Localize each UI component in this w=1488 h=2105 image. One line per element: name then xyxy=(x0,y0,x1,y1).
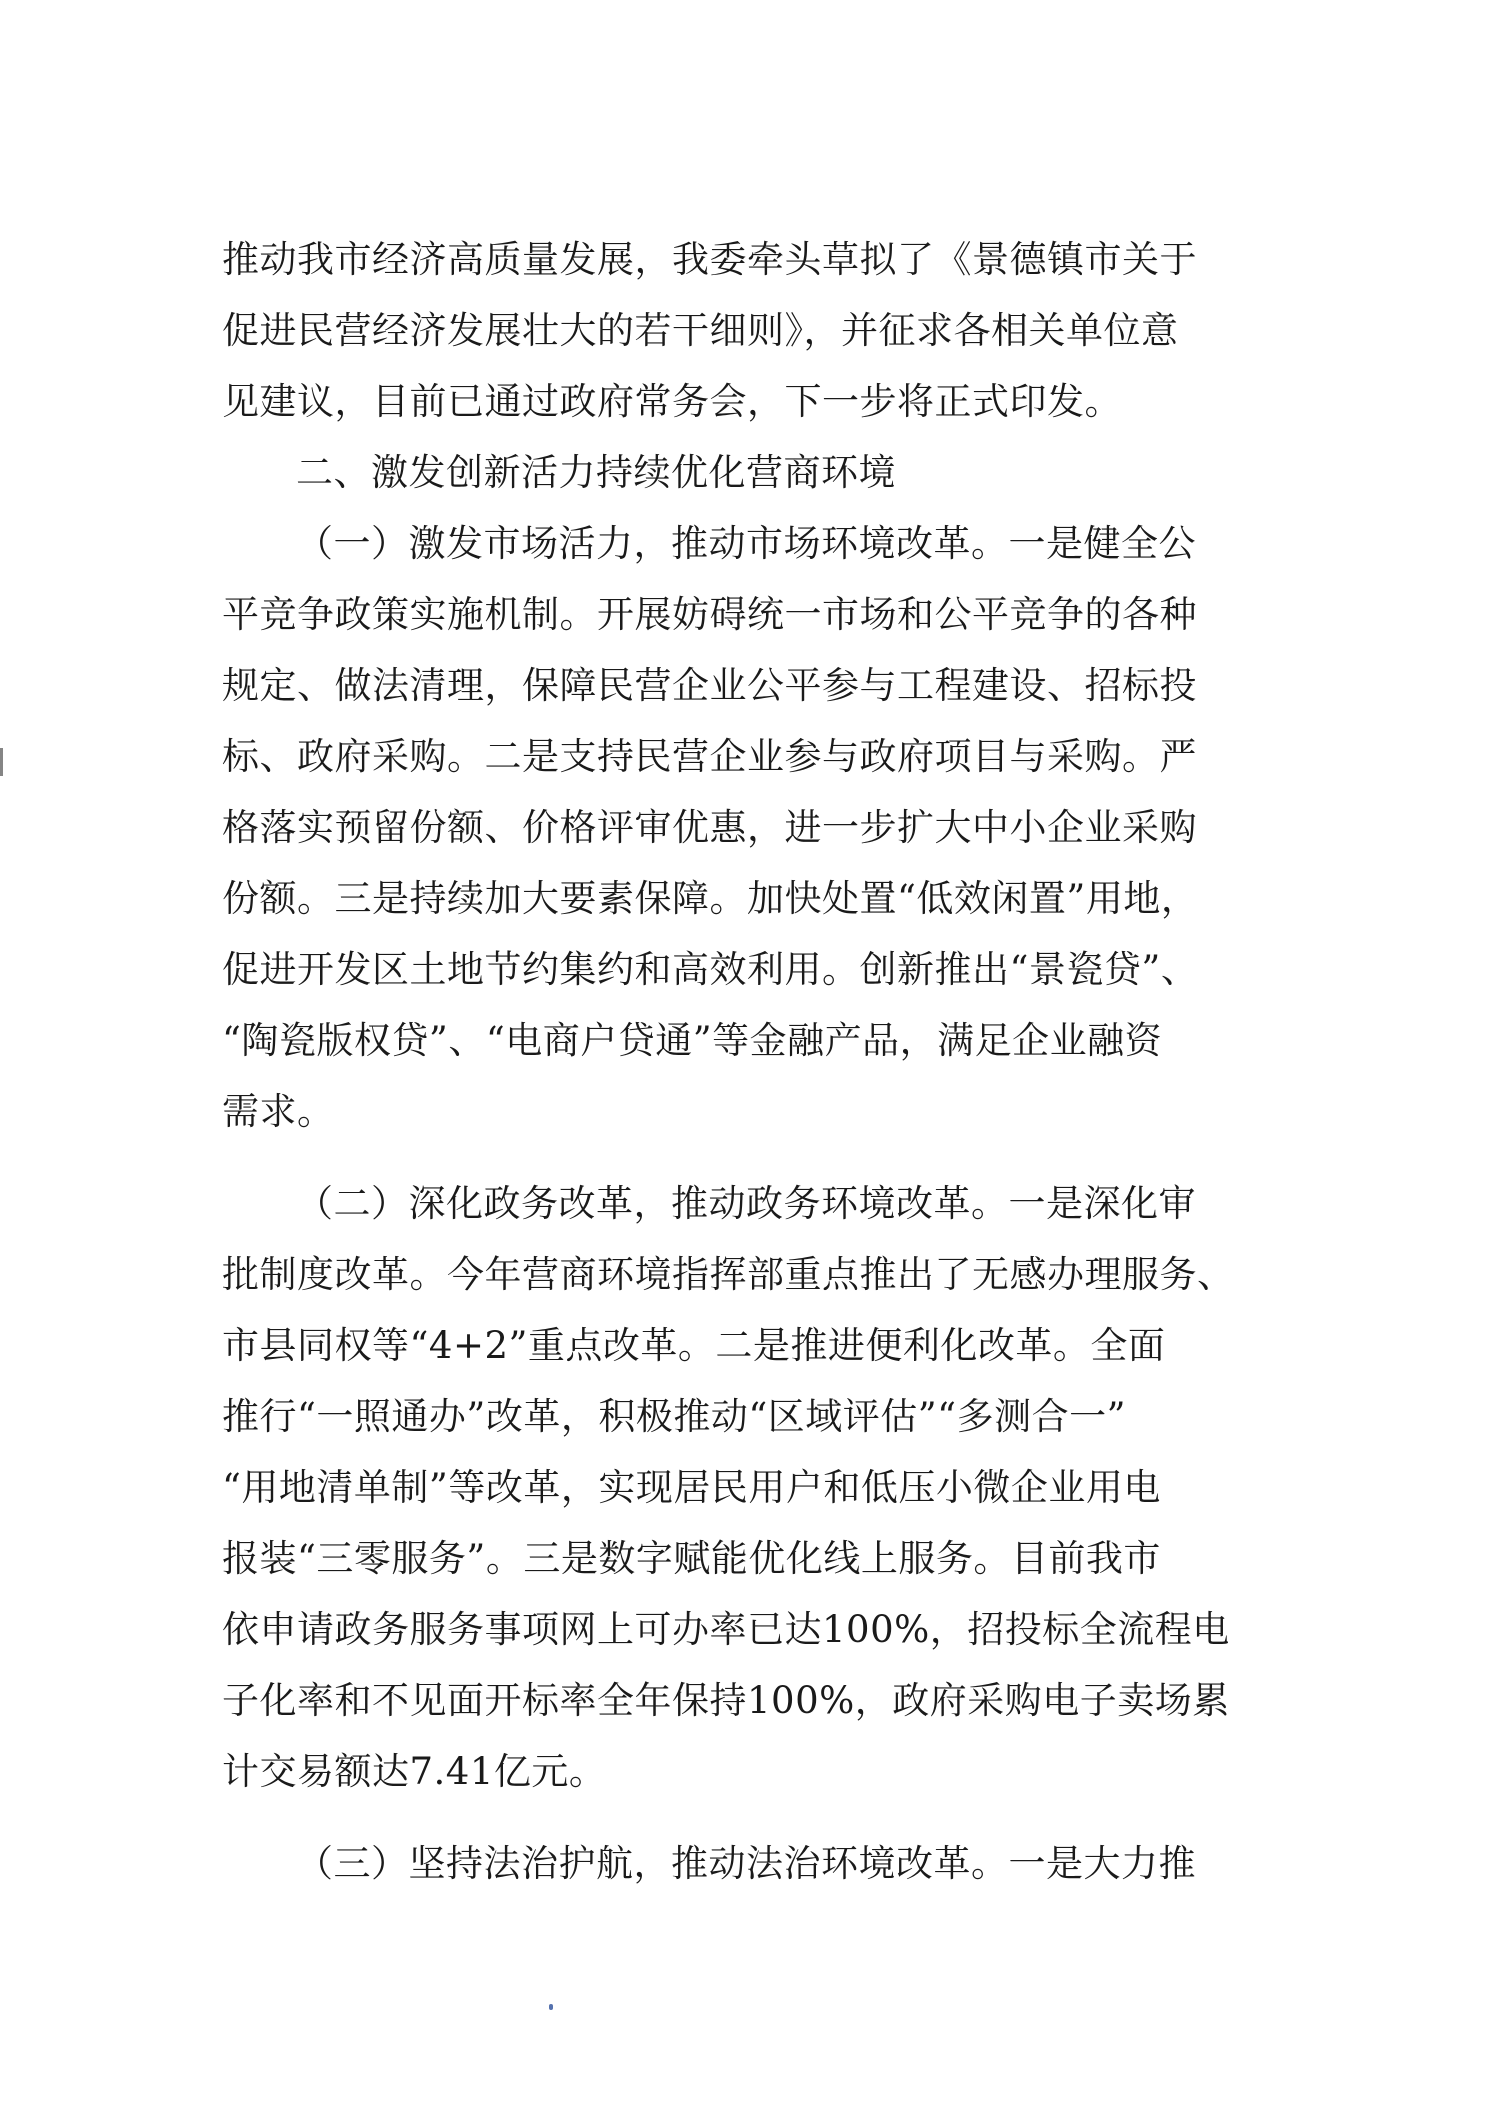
text-line: 促进开发区土地节约集约和高效利用。创新推出“景瓷贷”、 xyxy=(222,948,1199,991)
text-line: 规定、做法清理，保障民营企业公平参与工程建设、招标投 xyxy=(222,664,1197,707)
scan-edge-mark xyxy=(0,748,3,776)
text-line: 需求。 xyxy=(222,1090,335,1133)
text-line: 报装“三零服务”。三是数字赋能优化线上服务。目前我市 xyxy=(222,1537,1161,1580)
paragraph-first-line: （三）坚持法治护航，推动法治环境改革。一是大力推 xyxy=(296,1842,1196,1885)
text-line: 见建议，目前已通过政府常务会，下一步将正式印发。 xyxy=(222,380,1122,423)
text-line: 推动我市经济高质量发展，我委牵头草拟了《景德镇市关于 xyxy=(222,238,1197,281)
text-line: 标、政府采购。二是支持民营企业参与政府项目与采购。严 xyxy=(222,735,1197,778)
text-line: “用地清单制”等改革，实现居民用户和低压小微企业用电 xyxy=(222,1466,1161,1509)
document-body xyxy=(222,224,1235,1899)
text-line: 格落实预留份额、价格评审优惠，进一步扩大中小企业采购 xyxy=(222,806,1197,849)
ink-dot xyxy=(549,2004,553,2010)
text-line: “陶瓷版权贷”、“电商户贷通”等金融产品，满足企业融资 xyxy=(222,1019,1163,1062)
text-line: 平竞争政策实施机制。开展妨碍统一市场和公平竞争的各种 xyxy=(222,593,1197,636)
text-line: 计交易额达7.41亿元。 xyxy=(222,1750,607,1793)
text-line: 依申请政务服务事项网上可办率已达100%，招投标全流程电 xyxy=(222,1608,1230,1651)
text-line: 推行“一照通办”改革，积极推动“区域评估”“多测合一” xyxy=(222,1395,1126,1438)
text-line: 子化率和不见面开标率全年保持100%，政府采购电子卖场累 xyxy=(222,1679,1230,1722)
section-heading: 二、激发创新活力持续优化营商环境 xyxy=(296,451,896,494)
text-line: 促进民营经济发展壮大的若干细则》，并征求各相关单位意 xyxy=(222,309,1179,352)
text-line: 批制度改革。今年营商环境指挥部重点推出了无感办理服务、 xyxy=(222,1253,1235,1296)
paragraph-first-line: （二）深化政务改革，推动政务环境改革。一是深化审 xyxy=(296,1182,1196,1225)
text-line: 市县同权等“4+2”重点改革。二是推进便利化改革。全面 xyxy=(222,1324,1166,1367)
text-line: 份额。三是持续加大要素保障。加快处置“低效闲置”用地， xyxy=(222,877,1199,920)
paragraph-first-line: （一）激发市场活力，推动市场环境改革。一是健全公 xyxy=(296,522,1196,565)
